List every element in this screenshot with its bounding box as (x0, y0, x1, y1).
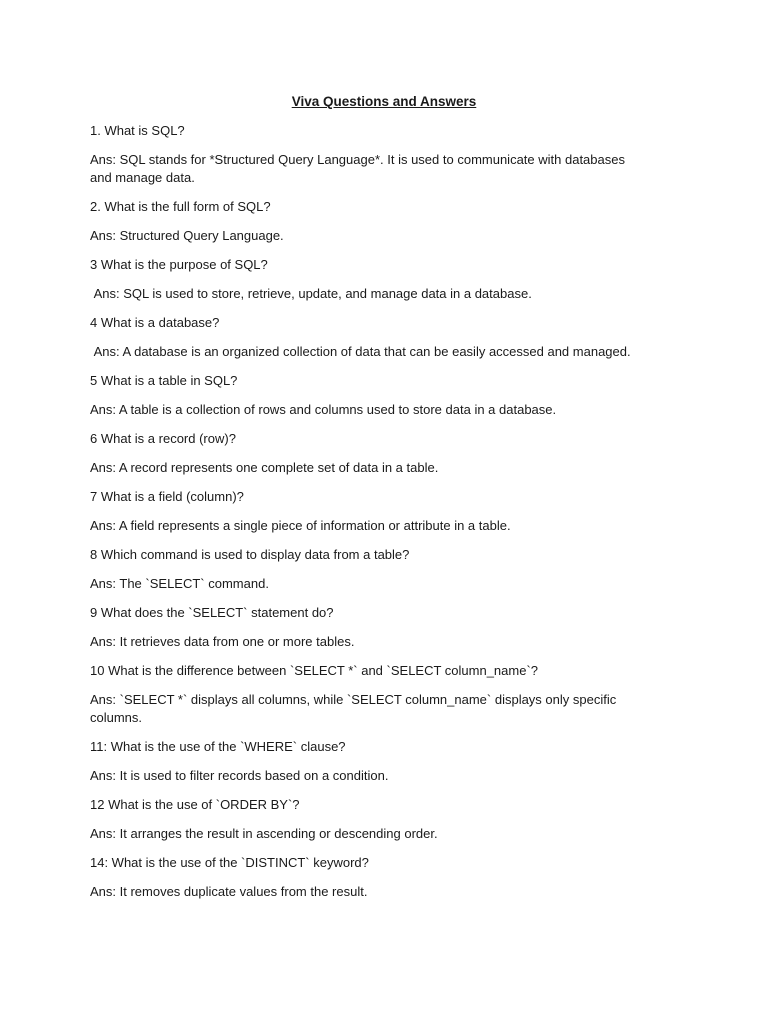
question-7: 7 What is a field (column)? (90, 489, 244, 504)
answer-14: Ans: It removes duplicate values from the result. (90, 884, 368, 899)
question-1: 1. What is SQL? (90, 123, 185, 138)
document-title: Viva Questions and Answers (291, 94, 477, 109)
question-14: 14: What is the use of the `DISTINCT` keyword? (90, 855, 369, 870)
question-6: 6 What is a record (row)? (90, 431, 236, 446)
question-10: 10 What is the difference between `SELECT *` and `SELECT column_name`? (90, 663, 539, 678)
answer-2: Ans: Structured Query Language. (90, 228, 284, 243)
answer-7: Ans: A field represents a single piece of information or attribute in a table. (90, 518, 511, 533)
question-5: 5 What is a table in SQL? (90, 373, 238, 388)
answer-6: Ans: A record represents one complete set of data in a table. (90, 460, 439, 475)
question-3: 3 What is the purpose of SQL? (90, 257, 268, 272)
answer-1: Ans: SQL stands for *Structured Query Language*. It is used to communicate with databases and manage data. (90, 152, 629, 185)
answer-8: Ans: The `SELECT` command. (90, 576, 269, 591)
answer-3: Ans: SQL is used to store, retrieve, update, and manage data in a database. (90, 286, 532, 301)
answer-10: Ans: `SELECT *` displays all columns, while `SELECT column_name` displays only specific columns. (90, 692, 620, 725)
question-11: 11: What is the use of the `WHERE` clause? (90, 739, 346, 754)
answer-11: Ans: It is used to filter records based on a condition. (90, 768, 389, 783)
question-4: 4 What is a database? (90, 315, 220, 330)
answer-9: Ans: It retrieves data from one or more tables. (90, 634, 355, 649)
answer-4: Ans: A database is an organized collection of data that can be easily accessed and managed. (90, 344, 631, 359)
question-12: 12 What is the use of `ORDER BY`? (90, 797, 300, 812)
question-2: 2. What is the full form of SQL? (90, 199, 271, 214)
qa-list (90, 122, 650, 912)
answer-12: Ans: It arranges the result in ascending or descending order. (90, 826, 438, 841)
question-9: 9 What does the `SELECT` statement do? (90, 605, 334, 620)
answer-5: Ans: A table is a collection of rows and columns used to store data in a database. (90, 402, 557, 417)
question-8: 8 Which command is used to display data from a table? (90, 547, 410, 562)
